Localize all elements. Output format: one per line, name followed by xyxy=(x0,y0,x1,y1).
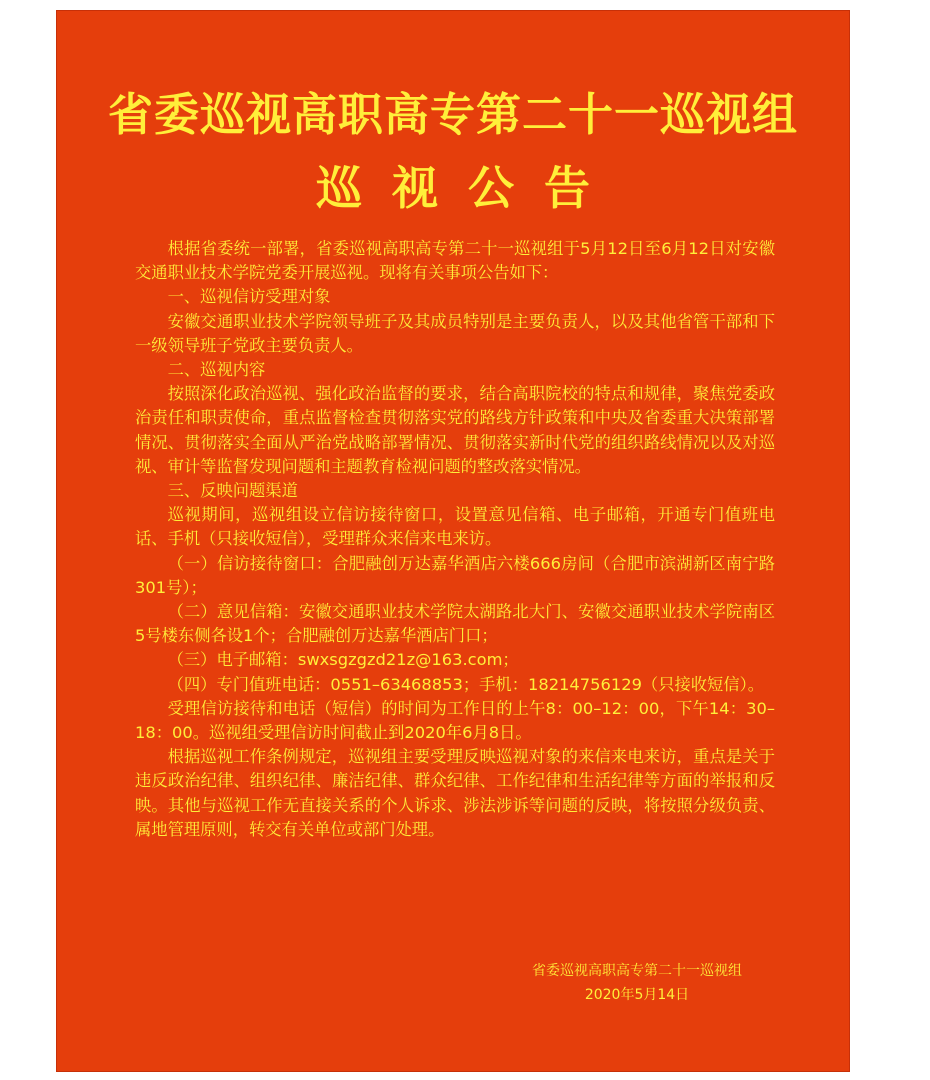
poster-title: 省委巡视高职高专第二十一巡视组 xyxy=(107,88,798,141)
channel-mailbox: （二）意见信箱：安徽交通职业技术学院太湖路北大门、安徽交通职业技术学院南区5号楼东侧各设1个；合肥融创万达嘉华酒店门口； xyxy=(135,602,775,646)
intro-paragraph: 根据省委统一部署，省委巡视高职高专第二十一巡视组于5月12日至6月12日对安徽交通职业技术学院党委开展巡视。现将有关事项公告如下： xyxy=(135,239,775,283)
section-heading-targets: 一、巡视信访受理对象 xyxy=(167,287,331,307)
targets-paragraph: 安徽交通职业技术学院领导班子及其成员特别是主要负责人，以及其他省管干部和下一级领导班子党政主要负责人。 xyxy=(135,311,775,355)
section-heading-channels: 三、反映问题渠道 xyxy=(167,481,298,501)
regulation-paragraph: 根据巡视工作条例规定，巡视组主要受理反映巡视对象的来信来电来访，重点是关于违反政治纪律、组织纪律、廉洁纪律、群众纪律、工作纪律和生活纪律等方面的举报和反映。其他与巡视工作无直接关系的个人诉求、涉法涉诉等问题的反映，将按照分级负责、属地管理原则，转交有关单位或部门处理。 xyxy=(135,747,775,839)
announcement-body xyxy=(135,237,775,842)
section-heading-content: 二、巡视内容 xyxy=(167,360,266,380)
signature-date: 2020年5月14日 xyxy=(584,987,690,1003)
reception-hours-paragraph: 受理信访接待和电话（短信）的时间为工作日的上午8：00–12：00，下午14：30–18：00。巡视组受理信访时间截止到2020年6月8日。 xyxy=(135,698,775,743)
channel-reception-window: （一）信访接待窗口：合肥融创万达嘉华酒店六楼666房间（合肥市滨湖新区南宁路301号）； xyxy=(135,553,775,597)
poster-subtitle: 巡视公告 xyxy=(316,161,620,215)
channels-paragraph: 巡视期间，巡视组设立信访接待窗口，设置意见信箱、电子邮箱，开通专门值班电话、手机（只接收短信），受理群众来信来电来访。 xyxy=(135,505,775,549)
announcement-poster xyxy=(56,10,850,1072)
content-paragraph: 按照深化政治巡视、强化政治监督的要求，结合高职院校的特点和规律，聚焦党委政治责任和职责使命，重点监督检查贯彻落实党的路线方针政策和中央及省委重大决策部署情况、贯彻落实全面从严治党战略部署情况、贯彻落实新时代党的组织路线情况以及对巡视、审计等监督发现问题和主题教育检视问题的整改落实情况。 xyxy=(135,384,775,476)
channel-phone: （四）专门值班电话：0551–63468853；手机：18214756129（只接收短信）。 xyxy=(167,674,765,694)
signature-issuer: 省委巡视高职高专第二十一巡视组 xyxy=(532,963,742,979)
signature-block xyxy=(477,959,797,1007)
channel-email: （三）电子邮箱：swxsgzgzd21z@163.com； xyxy=(167,650,519,670)
